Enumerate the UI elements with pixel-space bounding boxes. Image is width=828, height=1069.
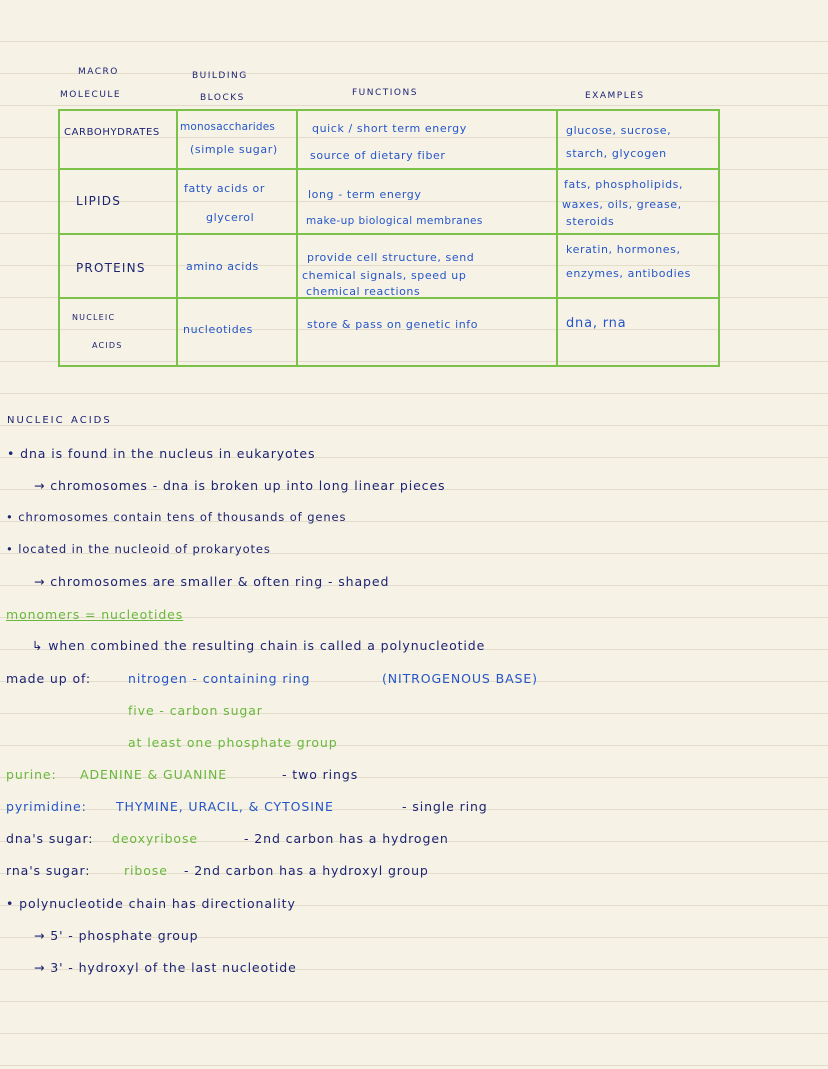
table-cell [557, 298, 719, 366]
header-building: building [192, 67, 248, 82]
header-blocks: blocks [200, 89, 245, 104]
table-cell [177, 169, 297, 234]
note-made-up-of: made up of: [6, 671, 91, 686]
note-line: → 5' - phosphate group [34, 928, 199, 943]
nucleic-examples-line1: dna, rna [566, 316, 627, 331]
note-ribose: ribose [124, 863, 168, 878]
note-pyrimidine-bases: THYMINE, URACIL, & CYTOSINE [116, 799, 334, 814]
lipids-function-line1: long - term energy [308, 188, 422, 201]
note-line: → 3' - hydroxyl of the last nucleotide [34, 960, 297, 975]
table-cell [557, 110, 719, 169]
note-pyrimidine-label: pyrimidine: [6, 799, 87, 814]
note-nitrogenous-base: (NITROGENOUS BASE) [382, 671, 538, 686]
row-label-nucleic: nucleic [72, 309, 116, 323]
note-line: • polynucleotide chain has directionality [6, 896, 296, 911]
proteins-examples-line1: keratin, hormones, [566, 243, 681, 256]
nucleic-function-line1: store & pass on genetic info [307, 318, 479, 331]
row-label-acids: acids [92, 337, 123, 351]
note-line: → chromosomes - dna is broken up into long linear pieces [34, 478, 446, 493]
row-label-lipids: LIPIDS [76, 194, 122, 208]
note-line: ↳ when combined the resulting chain is called a polynucleotide [32, 638, 486, 653]
note-phosphate: at least one phosphate group [128, 735, 338, 750]
header-examples: examples [585, 87, 645, 102]
lipids-function-line2: make-up biological membranes [306, 215, 483, 227]
note-purine-rings: - two rings [282, 767, 359, 782]
lipids-examples-line2: waxes, oils, grease, [562, 198, 682, 211]
note-monomers: monomers = nucleotides [6, 607, 184, 622]
note-nitrogen-ring: nitrogen - containing ring [128, 671, 311, 686]
table-cell [177, 110, 297, 169]
note-line: • located in the nucleoid of prokaryotes [6, 542, 271, 556]
note-rna-sugar-label: rna's sugar: [6, 863, 91, 878]
carbohydrates-blocks-line2: (simple sugar) [190, 143, 278, 156]
nucleic-blocks-line1: nucleotides [183, 323, 253, 336]
note-purine-label: purine: [6, 767, 57, 782]
header-functions: functions [352, 84, 418, 99]
carbohydrates-function-line2: source of dietary fiber [310, 149, 446, 162]
proteins-examples-line2: enzymes, antibodies [566, 267, 691, 280]
row-label-proteins: PROTEINS [76, 261, 146, 275]
note-dna-sugar-label: dna's sugar: [6, 831, 94, 846]
note-line: • chromosomes contain tens of thousands of genes [6, 510, 347, 524]
proteins-function-line1: provide cell structure, send [307, 251, 475, 264]
note-five-carbon: five - carbon sugar [128, 703, 263, 718]
lipids-blocks-line1: fatty acids or [184, 182, 265, 195]
note-pyrimidine-ring: - single ring [402, 799, 488, 814]
lipids-examples-line3: steroids [566, 215, 615, 228]
proteins-function-line3: chemical reactions [306, 285, 421, 298]
carbohydrates-blocks-line1: monosaccharides [180, 121, 276, 133]
notes-heading: nucleic acids [7, 411, 112, 427]
note-line: • dna is found in the nucleus in eukaryotes [7, 446, 316, 461]
note-dna-hydrogen: - 2nd carbon has a hydrogen [244, 831, 449, 846]
note-rna-hydroxyl: - 2nd carbon has a hydroxyl group [184, 863, 429, 878]
lipids-blocks-line2: glycerol [206, 211, 255, 224]
lipids-examples-line1: fats, phospholipids, [564, 178, 684, 191]
header-macro: macro [78, 63, 119, 78]
note-purine-bases: ADENINE & GUANINE [80, 767, 228, 782]
proteins-blocks-line1: amino acids [186, 260, 259, 273]
proteins-function-line2: chemical signals, speed up [302, 269, 467, 282]
table-cell [59, 110, 177, 169]
table-cell [297, 298, 557, 366]
header-molecule: molecule [60, 86, 122, 101]
carbohydrates-examples-line2: starch, glycogen [566, 147, 667, 160]
row-label-carbohydrates: CARBOHYDRATES [64, 127, 160, 138]
carbohydrates-function-line1: quick / short term energy [312, 122, 467, 135]
note-deoxyribose: deoxyribose [112, 831, 198, 846]
note-line: → chromosomes are smaller & often ring - shaped [34, 574, 390, 589]
carbohydrates-examples-line1: glucose, sucrose, [566, 124, 672, 137]
